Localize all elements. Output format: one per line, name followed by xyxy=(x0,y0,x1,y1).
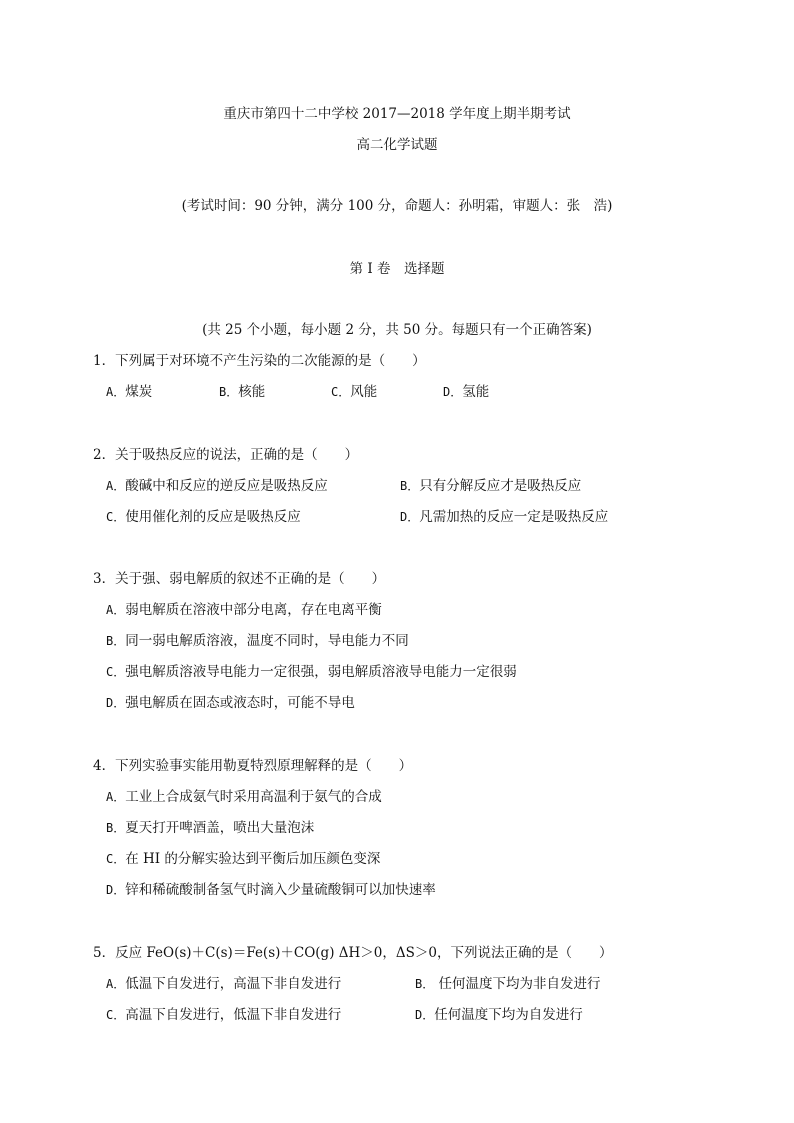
option-letter: A． xyxy=(106,603,126,617)
option-letter: D． xyxy=(443,385,463,399)
option-text: 核能 xyxy=(238,384,266,400)
option-text: 酸碱中和反应的逆反应是吸热反应 xyxy=(125,478,328,494)
option-b xyxy=(400,476,581,496)
option-text: 夏天打开啤酒盖，喷出大量泡沫 xyxy=(125,820,315,836)
option-b xyxy=(93,818,733,849)
option-text: 风能 xyxy=(350,384,378,400)
option-text: 凡需加热的反应一定是吸热反应 xyxy=(419,509,609,525)
option-d xyxy=(415,1005,583,1025)
option-text: 任何温度下均为非自发进行 xyxy=(434,976,601,992)
option-a xyxy=(93,787,733,818)
option-b xyxy=(415,974,601,994)
option-text: 弱电解质在溶液中部分电离，存在电离平衡 xyxy=(125,602,382,618)
option-text: 氢能 xyxy=(462,384,490,400)
option-letter: A． xyxy=(106,977,126,991)
option-c xyxy=(106,507,301,527)
option-c xyxy=(331,382,377,402)
option-letter: B． xyxy=(219,385,239,399)
option-text: 只有分解反应才是吸热反应 xyxy=(419,478,582,494)
question-stem: 5．反应 FeO(s)＋C(s)＝Fe(s)＋CO(g) ΔH＞0，ΔS＞0，下列说法正确的是（ ） xyxy=(93,945,613,961)
option-row xyxy=(93,476,733,507)
option-letter: C． xyxy=(106,510,126,524)
option-text: 工业上合成氨气时采用高温利于氨气的合成 xyxy=(125,789,382,805)
option-row xyxy=(93,507,733,538)
option-b xyxy=(93,631,733,662)
option-letter: D． xyxy=(106,696,126,710)
option-text: 使用催化剂的反应是吸热反应 xyxy=(125,509,301,525)
option-text: 高温下自发进行，低温下非自发进行 xyxy=(125,1007,342,1023)
question-5 xyxy=(93,943,733,1036)
option-row xyxy=(93,974,733,1005)
option-a xyxy=(93,600,733,631)
option-text: 锌和稀硫酸制备氢气时滴入少量硫酸铜可以加快速率 xyxy=(125,882,436,898)
option-c xyxy=(106,1005,341,1025)
exam-title: 重庆市第四十二中学校 2017—2018 学年度上期半期考试 xyxy=(223,106,571,122)
option-letter: A． xyxy=(106,385,126,399)
option-letter: C． xyxy=(331,385,351,399)
option-letter: A． xyxy=(106,479,126,493)
option-c xyxy=(93,662,733,693)
option-letter: B． xyxy=(106,634,126,648)
section-title: 第 Ⅰ 卷 选择题 xyxy=(349,261,445,277)
section-instructions: (共 25 个小题，每小题 2 分，共 50 分。每题只有一个正确答案) xyxy=(202,322,592,338)
question-stem: 3．关于强、弱电解质的叙述不正确的是（ ） xyxy=(93,571,386,587)
option-letter: A． xyxy=(106,790,126,804)
exam-info: (考试时间：90 分钟，满分 100 分，命题人：孙明霜，审题人：张 浩) xyxy=(181,198,613,214)
option-d xyxy=(93,693,733,724)
option-letter: C． xyxy=(106,1008,126,1022)
option-a xyxy=(106,476,328,496)
option-text: 同一弱电解质溶液，温度不同时，导电能力不同 xyxy=(125,633,409,649)
question-2 xyxy=(93,445,733,538)
option-c xyxy=(93,849,733,880)
option-letter: B． xyxy=(415,977,435,991)
question-stem: 4．下列实验事实能用勒夏特烈原理解释的是（ ） xyxy=(93,758,413,774)
question-stem: 2．关于吸热反应的说法，正确的是（ ） xyxy=(93,447,359,463)
option-a xyxy=(106,382,152,402)
option-text: 在 HI 的分解实验达到平衡后加压颜色变深 xyxy=(125,851,381,867)
option-text: 强电解质溶液导电能力一定很强，弱电解质溶液导电能力一定很弱 xyxy=(125,664,517,680)
question-3 xyxy=(93,569,733,724)
option-letter: B． xyxy=(106,821,126,835)
option-letter: C． xyxy=(106,665,126,679)
question-1 xyxy=(93,351,733,413)
option-row xyxy=(93,1005,733,1036)
option-b xyxy=(219,382,265,402)
option-d xyxy=(443,382,489,402)
option-d xyxy=(93,880,733,911)
option-letter: C． xyxy=(106,852,126,866)
option-letter: D． xyxy=(415,1008,435,1022)
option-text: 低温下自发进行，高温下非自发进行 xyxy=(125,976,342,992)
question-4 xyxy=(93,756,733,911)
question-stem: 1．下列属于对环境不产生污染的二次能源的是（ ） xyxy=(93,353,426,369)
exam-subtitle: 高二化学试题 xyxy=(356,137,438,153)
option-row xyxy=(93,382,733,413)
option-d xyxy=(400,507,608,527)
option-text: 任何温度下均为自发进行 xyxy=(434,1007,583,1023)
option-letter: B． xyxy=(400,479,420,493)
option-text: 强电解质在固态或液态时，可能不导电 xyxy=(125,695,355,711)
option-a xyxy=(106,974,341,994)
option-letter: D． xyxy=(106,883,126,897)
option-text: 煤炭 xyxy=(125,384,153,400)
option-letter: D． xyxy=(400,510,420,524)
